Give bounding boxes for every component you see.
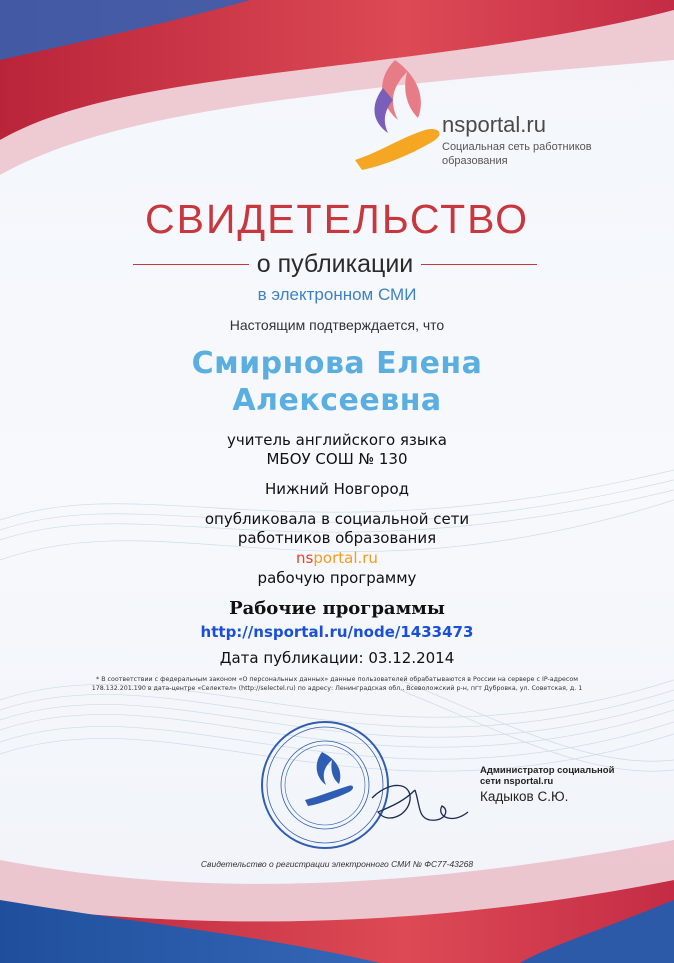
published-line2: работников образования — [237, 529, 437, 547]
position-line2: МБОУ СОШ № 130 — [266, 450, 408, 468]
left-divider — [133, 264, 249, 266]
site-name — [0, 549, 674, 568]
publication-link[interactable]: http://nsportal.ru/node/1433473 — [200, 623, 474, 641]
recipient-name — [0, 345, 674, 419]
footnote-line1: * В соответствии с федеральным законом «О персональных данных» данные пользователей обрабатываются в России на сервере с IP-адресом — [96, 676, 578, 683]
recipient-city: Нижний Новгород — [264, 480, 410, 498]
published-text — [0, 510, 674, 548]
publication-date: Дата публикации: 03.12.2014 — [219, 649, 455, 667]
footnote-line2: 178.132.201.190 в дата-центре «Селектел» (http://selectel.ru) по адресу: Ленинградская обл., Всеволожский р-н, пгт Дубровка, ул. Советская, д. 1 — [91, 685, 583, 692]
logo-tagline: Социальная сеть работников образования — [442, 141, 592, 167]
site-name-ns: ns — [296, 549, 314, 567]
logo-name: nsportal.ru — [442, 112, 546, 137]
confirm-text: Настоящим подтверждается, что — [229, 317, 445, 333]
legal-footnote — [0, 675, 674, 693]
site-name-rest: portal.ru — [313, 549, 378, 567]
recipient-name-line2: Алексеевна — [232, 383, 442, 418]
recipient-name-line1: Смирнова Елена — [191, 346, 483, 381]
certificate-title: СВИДЕТЕЛЬСТВО — [144, 196, 529, 242]
work-title: Рабочие программы — [229, 598, 445, 619]
admin-role — [480, 765, 650, 787]
position-line1: учитель английского языка — [226, 431, 448, 449]
registration-text: Свидетельство о регистрации электронного СМИ № ФС77-43268 — [200, 859, 474, 869]
certificate-subtitle: о публикации — [256, 250, 414, 278]
recipient-position — [0, 431, 674, 469]
subtitle-row — [133, 250, 537, 279]
admin-role-line1: Администратор социальной — [480, 765, 615, 776]
medium-label: в электронном СМИ — [257, 285, 417, 304]
right-divider — [421, 264, 537, 266]
published-line1: опубликовала в социальной сети — [204, 510, 470, 528]
admin-role-line2: сети nsportal.ru — [480, 776, 554, 787]
admin-name: Кадыков С.Ю. — [480, 789, 569, 804]
work-type: рабочую программу — [257, 569, 417, 587]
